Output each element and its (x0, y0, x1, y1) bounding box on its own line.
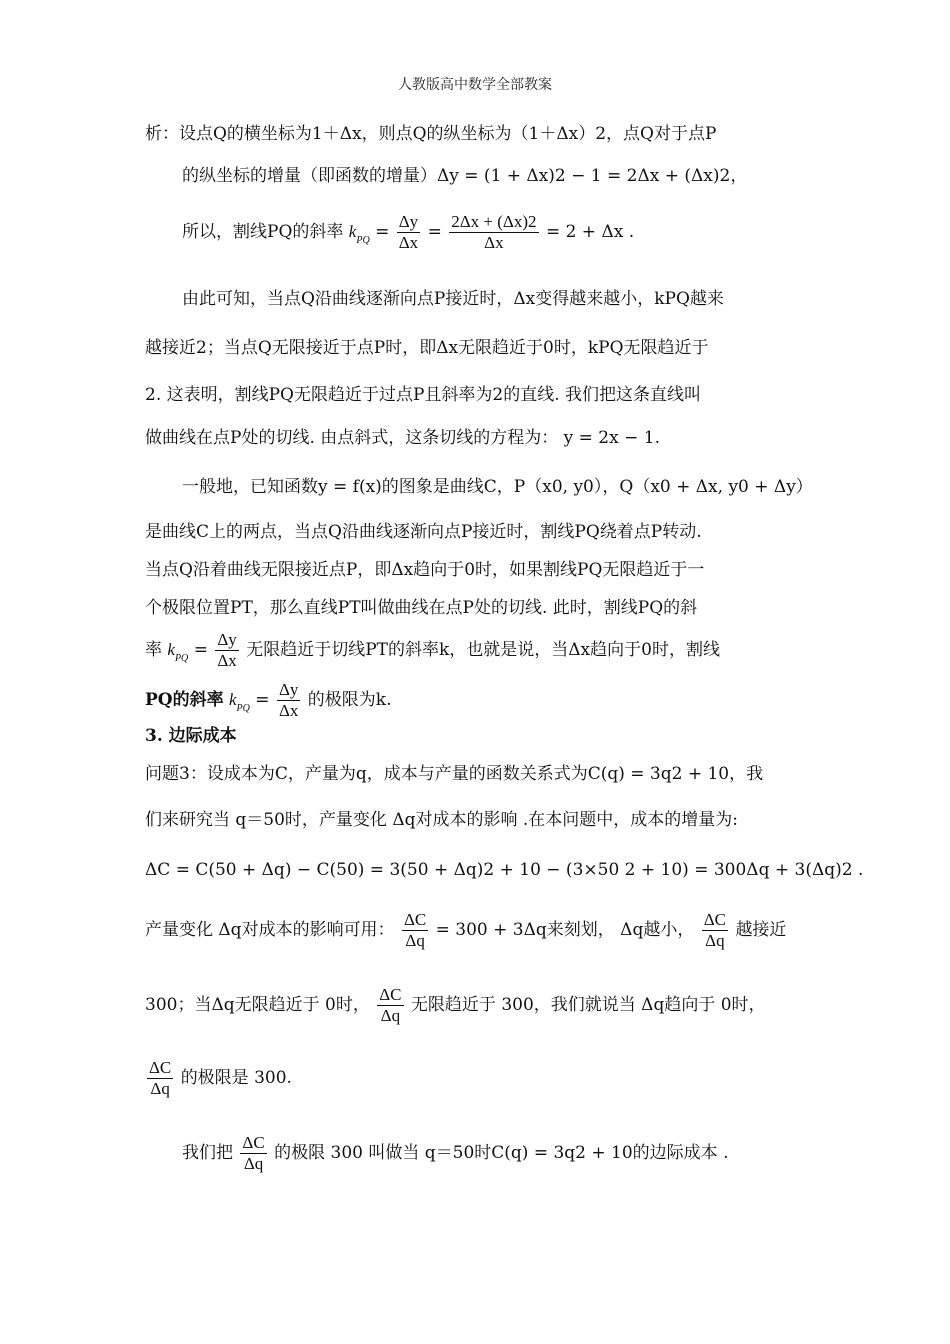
text-run: 无限趋近于 300，我们就说当 Δq趋向于 0时， (410, 995, 766, 1015)
text-run: 越接近 (735, 920, 787, 940)
text-line: 越接近2；当点Q无限接近于点P时，即Δx无限趋近于0时，kPQ无限趋近于 (145, 338, 709, 358)
text-run: 300；当Δq无限趋近于 0时， (145, 995, 370, 1015)
text-line: ΔC = C(50 + Δq) − C(50) = 3(50 + Δq)2 + 10 − (3×50 2 + 10) = 300Δq + 3(Δq)2 . (145, 860, 864, 880)
numerator: ΔC (403, 910, 427, 929)
numerator: ΔC (703, 910, 727, 929)
text-line: 一般地，已知函数y = f(x)的图象是曲线C，P（x0, y0），Q（x0 + Δx, y0 + Δy） (182, 477, 813, 497)
numerator: ΔC (149, 1058, 172, 1077)
fraction (240, 1133, 266, 1174)
fraction (277, 680, 300, 721)
fraction (402, 910, 428, 951)
fraction (377, 985, 403, 1026)
text-run: 的极限是 300. (180, 1068, 292, 1088)
formula-line: PQ的斜率 $k_{PQ}$ = $\frac{\Delta y}{\Delta x}$ 的极限为k. (145, 680, 392, 720)
formula-line: 率 $k_{PQ}$ = $\frac{\Delta y}{\Delta x}$ 无限趋近于切线PT的斜率k，也就是说，当Δx趋向于0时，割线 (145, 630, 720, 670)
formula-line (182, 1133, 852, 1174)
text-line: 由此可知，当点Q沿曲线逐渐向点P接近时，Δx变得越来越小，kPQ越来 (182, 289, 724, 309)
text-run: 所以，割线PQ的斜率 (182, 222, 344, 242)
formula-line: 所以，割线PQ的斜率 $k_{PQ}$ = $\frac{\Delta y}{\Delta x}$ = $\frac{2\Delta x + (\Delta x)2}{\Delta x}$ = 2 + Δx . (182, 212, 635, 252)
denominator: Δx (484, 233, 504, 252)
formula-line (145, 910, 815, 951)
denominator: Δq (405, 931, 425, 950)
k-pq-symbol: $k_{PQ}$ (348, 222, 370, 246)
numerator: ΔC (242, 1133, 265, 1152)
numerator: ΔC (379, 985, 402, 1004)
formula-line (145, 1058, 815, 1099)
text-line: 们来研究当 q＝50时，产量变化 Δq对成本的影响 .在本问题中，成本的增量为: (145, 810, 739, 830)
text-run: PQ的斜率 (145, 690, 224, 710)
fraction (449, 212, 538, 253)
formula-line (145, 985, 815, 1026)
denominator: Δq (705, 931, 725, 950)
text-line: 做曲线在点P处的切线. 由点斜式，这条切线的方程为： y = 2x − 1. (145, 428, 660, 448)
numerator: Δy (217, 630, 237, 649)
text-line: 当点Q沿着曲线无限接近点P，即Δx趋向于0时，如果割线PQ无限趋近于一 (145, 560, 705, 580)
text-run: 产量变化 Δq对成本的影响可用： (145, 920, 395, 940)
denominator: Δq (243, 1154, 264, 1173)
numerator: Δy (398, 212, 419, 231)
text-line: 问题3：设成本为C，产量为q，成本与产量的函数关系式为C(q) = 3q2 + 10，我 (145, 764, 764, 784)
fraction (215, 630, 238, 671)
k-pq-symbol: $k_{PQ}$ (229, 690, 250, 714)
fraction (147, 1058, 173, 1099)
text-run: 的极限为k. (307, 690, 392, 710)
text-line: 2. 这表明，割线PQ无限趋近于过点P且斜率为2的直线. 我们把这条直线叫 (145, 385, 702, 405)
text-line: 析：设点Q的横坐标为1＋Δx，则点Q的纵坐标为（1＋Δx）2，点Q对于点P (145, 124, 717, 144)
fraction (702, 910, 728, 951)
denominator: Δx (398, 233, 419, 252)
text-line: 的纵坐标的增量（即函数的增量）Δy = (1 + Δx)2 − 1 = 2Δx + (Δx)2， (182, 166, 748, 186)
denominator: Δx (278, 701, 299, 720)
denominator: Δq (380, 1006, 401, 1025)
numerator: 2Δx + (Δx)2 (451, 212, 537, 231)
text-run: = 2 + Δx . (545, 222, 635, 242)
text-run: 无限趋近于切线PT的斜率k，也就是说，当Δx趋向于0时，割线 (246, 640, 720, 660)
text-line: 是曲线C上的两点，当点Q沿曲线逐渐向点P接近时，割线PQ绕着点P转动. (145, 522, 702, 542)
text-run: 的极限 300 叫做当 q＝50时C(q) = 3q2 + 10的边际成本 . (274, 1143, 729, 1163)
denominator: Δx (217, 651, 237, 670)
text-run: 率 (145, 640, 162, 660)
text-run: = 300 + 3Δq来刻划， Δq越小， (435, 920, 695, 940)
section-heading: 3. 边际成本 (145, 726, 237, 746)
numerator: Δy (278, 680, 299, 699)
fraction (397, 212, 420, 253)
denominator: Δq (150, 1079, 170, 1098)
k-pq-symbol: $k_{PQ}$ (167, 640, 189, 664)
text-line: 个极限位置PT，那么直线PT叫做曲线在点P处的切线. 此时，割线PQ的斜 (145, 598, 698, 618)
text-run: 我们把 (182, 1143, 233, 1163)
page-header: 人教版高中数学全部教案 (398, 77, 552, 93)
